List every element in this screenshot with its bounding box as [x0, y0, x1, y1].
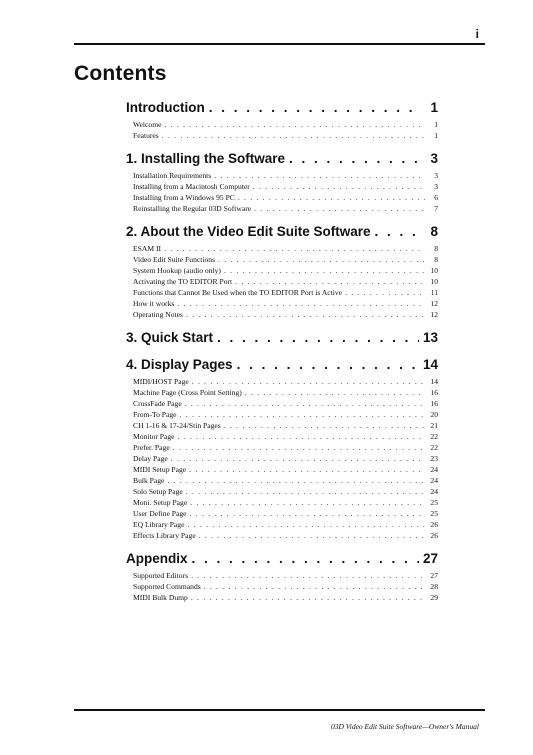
- dot-leader: [224, 265, 425, 276]
- dot-leader: [289, 150, 420, 168]
- toc-entry: [133, 119, 438, 130]
- toc-section: [126, 550, 438, 603]
- dot-leader: [185, 398, 425, 409]
- entry-page-number: 6: [434, 193, 438, 202]
- dot-leader: [173, 442, 425, 453]
- toc-entry: [133, 287, 438, 298]
- bottom-rule: [74, 709, 485, 711]
- entry-title: Installing from a Macintosh Computer: [133, 182, 250, 191]
- entry-title: Supported Editors: [133, 571, 189, 580]
- entry-page-number: 12: [430, 299, 438, 308]
- entry-page-number: 26: [430, 531, 438, 540]
- entry-page-number: 24: [430, 487, 438, 496]
- entry-title: From-To Page: [133, 410, 177, 419]
- entry-page-number: 22: [430, 432, 438, 441]
- entry-page-number: 23: [430, 454, 438, 463]
- dot-leader: [186, 309, 425, 320]
- section-title: Appendix: [126, 551, 188, 566]
- dot-leader: [192, 376, 425, 387]
- entry-title: CrossFade Page: [133, 399, 182, 408]
- entry-title: Delay Page: [133, 454, 168, 463]
- toc-entry: [133, 398, 438, 409]
- top-rule: [74, 43, 485, 45]
- toc-entry: [133, 431, 438, 442]
- entry-page-number: 21: [430, 421, 438, 430]
- dot-leader: [375, 223, 420, 241]
- toc-entry: [133, 387, 438, 398]
- dot-leader: [253, 181, 425, 192]
- entry-title: MIDI Bulk Dump: [133, 593, 188, 602]
- section-page-number: 1: [430, 100, 438, 115]
- toc-entry: [133, 530, 438, 541]
- entry-title: Operating Notes: [133, 310, 183, 319]
- entry-page-number: 16: [430, 399, 438, 408]
- entry-title: Installation Requirements: [133, 171, 212, 180]
- toc-entry: [133, 243, 438, 254]
- section-page-number: 8: [430, 224, 438, 239]
- entry-title: Functions that Cannot Be Used when the TO EDITOR Port is Active: [133, 288, 343, 297]
- dot-leader: [217, 329, 419, 347]
- entry-title: Bulk Page: [133, 476, 165, 485]
- entry-list: [126, 170, 438, 214]
- section-heading: [126, 329, 438, 347]
- section-page-number: 14: [422, 357, 438, 372]
- section-heading: [126, 223, 438, 241]
- entry-page-number: 16: [430, 388, 438, 397]
- toc-section: [126, 150, 438, 214]
- toc-entry: [133, 376, 438, 387]
- entry-list: [126, 119, 438, 141]
- section-title: 4. Display Pages: [126, 357, 233, 372]
- toc-entry: [133, 192, 438, 203]
- entry-page-number: 14: [430, 377, 438, 386]
- contents-heading: Contents: [74, 62, 167, 85]
- entry-page-number: 1: [434, 131, 438, 140]
- entry-page-number: 26: [430, 520, 438, 529]
- entry-title: EQ Library Page: [133, 520, 185, 529]
- entry-page-number: 22: [430, 443, 438, 452]
- toc-entry: [133, 409, 438, 420]
- dot-leader: [224, 420, 425, 431]
- dot-leader: [204, 581, 425, 592]
- entry-page-number: 25: [430, 498, 438, 507]
- entry-list: [126, 243, 438, 320]
- dot-leader: [180, 409, 425, 420]
- dot-leader: [254, 203, 425, 214]
- toc-entry: [133, 497, 438, 508]
- page-number: i: [475, 27, 479, 41]
- entry-title: Features: [133, 131, 159, 140]
- toc-entry: [133, 486, 438, 497]
- section-title: 1. Installing the Software: [126, 151, 286, 166]
- entry-page-number: 25: [430, 509, 438, 518]
- entry-title: Effects Library Page: [133, 531, 196, 540]
- dot-leader: [345, 287, 425, 298]
- entry-title: Monitor Page: [133, 432, 175, 441]
- dot-leader: [186, 486, 425, 497]
- entry-page-number: 24: [430, 465, 438, 474]
- entry-title: Machine Page (Cross Point Setting): [133, 388, 242, 397]
- dot-leader: [189, 464, 425, 475]
- section-title: 2. About the Video Edit Suite Software: [126, 224, 371, 239]
- dot-leader: [218, 254, 425, 265]
- entry-page-number: 12: [430, 310, 438, 319]
- entry-page-number: 8: [434, 255, 438, 264]
- toc-entry: [133, 581, 438, 592]
- entry-title: System Hookup (audio only): [133, 266, 221, 275]
- dot-leader: [199, 530, 425, 541]
- entry-title: Activating the TO EDITOR Port: [133, 277, 233, 286]
- entry-page-number: 29: [430, 593, 438, 602]
- toc-entry: [133, 464, 438, 475]
- dot-leader: [238, 192, 425, 203]
- dot-leader: [192, 550, 419, 568]
- entry-title: Moni. Setup Page: [133, 498, 188, 507]
- section-page-number: 27: [422, 551, 438, 566]
- entry-list: [126, 570, 438, 603]
- section-heading: [126, 99, 438, 117]
- toc-entry: [133, 475, 438, 486]
- toc-entry: [133, 442, 438, 453]
- dot-leader: [237, 356, 419, 374]
- dot-leader: [177, 298, 425, 309]
- toc-entry: [133, 453, 438, 464]
- entry-title: Solo Setup Page: [133, 487, 183, 496]
- entry-page-number: 20: [430, 410, 438, 419]
- dot-leader: [164, 243, 425, 254]
- entry-title: MIDI Setup Page: [133, 465, 187, 474]
- entry-page-number: 1: [434, 120, 438, 129]
- toc-section: [126, 329, 438, 347]
- dot-leader: [187, 519, 425, 530]
- section-heading: [126, 356, 438, 374]
- entry-page-number: 3: [434, 171, 438, 180]
- entry-title: Installing from a Windows 95 PC: [133, 193, 235, 202]
- toc-entry: [133, 130, 438, 141]
- entry-title: Reinstalling the Regular 03D Software: [133, 204, 252, 213]
- dot-leader: [171, 453, 425, 464]
- toc-section: [126, 223, 438, 320]
- entry-title: MIDI/HOST Page: [133, 377, 189, 386]
- entry-page-number: 3: [434, 182, 438, 191]
- section-title: Introduction: [126, 100, 205, 115]
- entry-title: Video Edit Suite Functions: [133, 255, 216, 264]
- entry-title: Supported Commands: [133, 582, 201, 591]
- toc-entry: [133, 508, 438, 519]
- dot-leader: [245, 387, 425, 398]
- section-page-number: 3: [430, 151, 438, 166]
- toc-entry: [133, 276, 438, 287]
- dot-leader: [190, 497, 425, 508]
- section-heading: [126, 550, 438, 568]
- dot-leader: [214, 170, 425, 181]
- entry-page-number: 11: [430, 288, 438, 297]
- toc-section: [126, 99, 438, 141]
- dot-leader: [164, 119, 425, 130]
- entry-page-number: 8: [434, 244, 438, 253]
- toc-entry: [133, 298, 438, 309]
- toc-entry: [133, 519, 438, 530]
- entry-title: How it works: [133, 299, 175, 308]
- toc-entry: [133, 203, 438, 214]
- dot-leader: [167, 475, 425, 486]
- table-of-contents: [126, 99, 438, 612]
- entry-page-number: 24: [430, 476, 438, 485]
- toc-entry: [133, 570, 438, 581]
- entry-title: Welcome: [133, 120, 162, 129]
- dot-leader: [162, 130, 425, 141]
- toc-entry: [133, 170, 438, 181]
- entry-page-number: 27: [430, 571, 438, 580]
- entry-list: [126, 376, 438, 541]
- toc-entry: [133, 592, 438, 603]
- toc-section: [126, 356, 438, 541]
- entry-title: User Define Page: [133, 509, 187, 518]
- dot-leader: [178, 431, 425, 442]
- dot-leader: [235, 276, 425, 287]
- entry-title: Prefer. Page: [133, 443, 170, 452]
- section-title: 3. Quick Start: [126, 330, 214, 345]
- toc-entry: [133, 265, 438, 276]
- toc-entry: [133, 181, 438, 192]
- toc-entry: [133, 254, 438, 265]
- entry-title: CH 1-16 & 17-24/Stin Pages: [133, 421, 221, 430]
- entry-page-number: 10: [430, 266, 438, 275]
- section-heading: [126, 150, 438, 168]
- dot-leader: [209, 99, 420, 117]
- entry-page-number: 28: [430, 582, 438, 591]
- dot-leader: [191, 592, 425, 603]
- dot-leader: [191, 570, 425, 581]
- toc-entry: [133, 309, 438, 320]
- entry-title: ESAM II: [133, 244, 162, 253]
- toc-entry: [133, 420, 438, 431]
- entry-page-number: 10: [430, 277, 438, 286]
- footer-manual-title: 03D Video Edit Suite Software—Owner's Manual: [330, 722, 479, 731]
- section-page-number: 13: [422, 330, 438, 345]
- entry-page-number: 7: [434, 204, 438, 213]
- dot-leader: [190, 508, 425, 519]
